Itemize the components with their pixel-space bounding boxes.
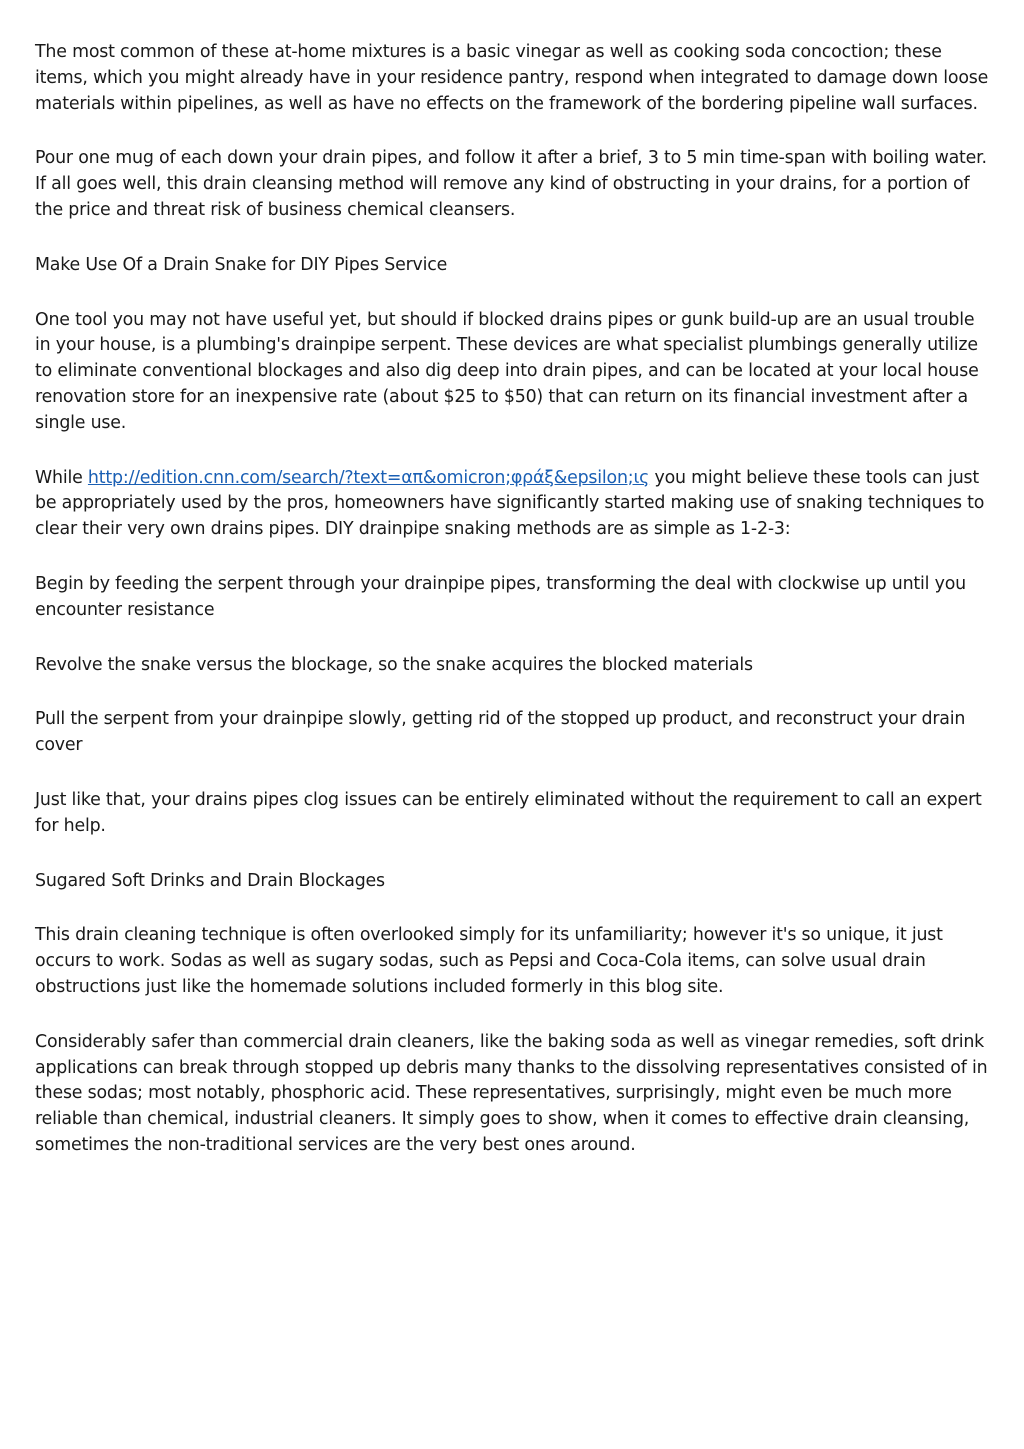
paragraph-snake-tool: One tool you may not have useful yet, but should if blocked drains pipes or gunk build-up are an usual trouble in your house, is a plumbing's drainpipe serpent. These devices are what specialist plumbings generally utilize to eliminate conventional blockages and also dig deep into drain pipes, and can be located at your local house renovation store for an inexpensive rate (about $25 to $50) that can return on its financial investment after a single use. [35, 309, 979, 433]
paragraph-with-link [35, 466, 995, 543]
heading-drain-snake: Make Use Of a Drain Snake for DIY Pipes Service [35, 254, 448, 275]
paragraph-step-2: Revolve the snake versus the blockage, so the snake acquires the blocked materials [35, 654, 753, 675]
paragraph-intro-mixtures: The most common of these at-home mixtures is a basic vinegar as well as cooking soda concoction; these items, which you might already have in your residence pantry, respond when integrated to damage down loose materials within pipelines, as well as have no effects on the framework of the bordering pipeline wall surfaces. [35, 42, 989, 114]
paragraph-just-like-that: Just like that, your drains pipes clog issues can be entirely eliminated without the requirement to call an expert for help. [35, 789, 982, 836]
link-prefix-text: While [35, 467, 88, 488]
paragraph-pour-mug: Pour one mug of each down your drain pipes, and follow it after a brief, 3 to 5 min time-span with boiling water. If all goes well, this drain cleansing method will remove any kind of obstructing in your drains, for a portion of the price and threat risk of business chemical cleansers. [35, 148, 987, 220]
paragraph-step-3: Pull the serpent from your drainpipe slowly, getting rid of the stopped up product, and reconstruct your drain cover [35, 709, 966, 756]
heading-sugared-soft-drinks: Sugared Soft Drinks and Drain Blockages [35, 870, 385, 891]
paragraph-soda-technique: This drain cleaning technique is often overlooked simply for its unfamiliarity; however it's so unique, it just occurs to work. Sodas as well as sugary sodas, such as Pepsi and Coca-Cola items, can solve usual drain obstructions just like the homemade solutions included formerly in this blog site. [35, 925, 943, 997]
link-suffix-text: you might believe these tools can just be appropriately used by the pros, homeowners have significantly started making use of snaking techniques to clear their very own drains pipes. DIY drainpipe snaking methods are as simple as 1-2-3: [35, 467, 985, 540]
cnn-search-link[interactable]: http://edition.cnn.com/search/?text=απ&omicron;φράξ&epsilon;ις [87, 467, 650, 488]
paragraph-step-1: Begin by feeding the serpent through your drainpipe pipes, transforming the deal with clockwise up until you encounter resistance [35, 573, 966, 620]
paragraph-safer-than-commercial: Considerably safer than commercial drain cleaners, like the baking soda as well as vinegar remedies, soft drink applications can break through stopped up debris many thanks to the dissolving representatives consisted of in these sodas; most notably, phosphoric acid. These representatives, surprisingly, might even be much more reliable than chemical, industrial cleaners. It simply goes to show, when it comes to effective drain cleansing, sometimes the non-traditional services are the very best ones around. [35, 1031, 988, 1155]
document-body [35, 40, 995, 1188]
